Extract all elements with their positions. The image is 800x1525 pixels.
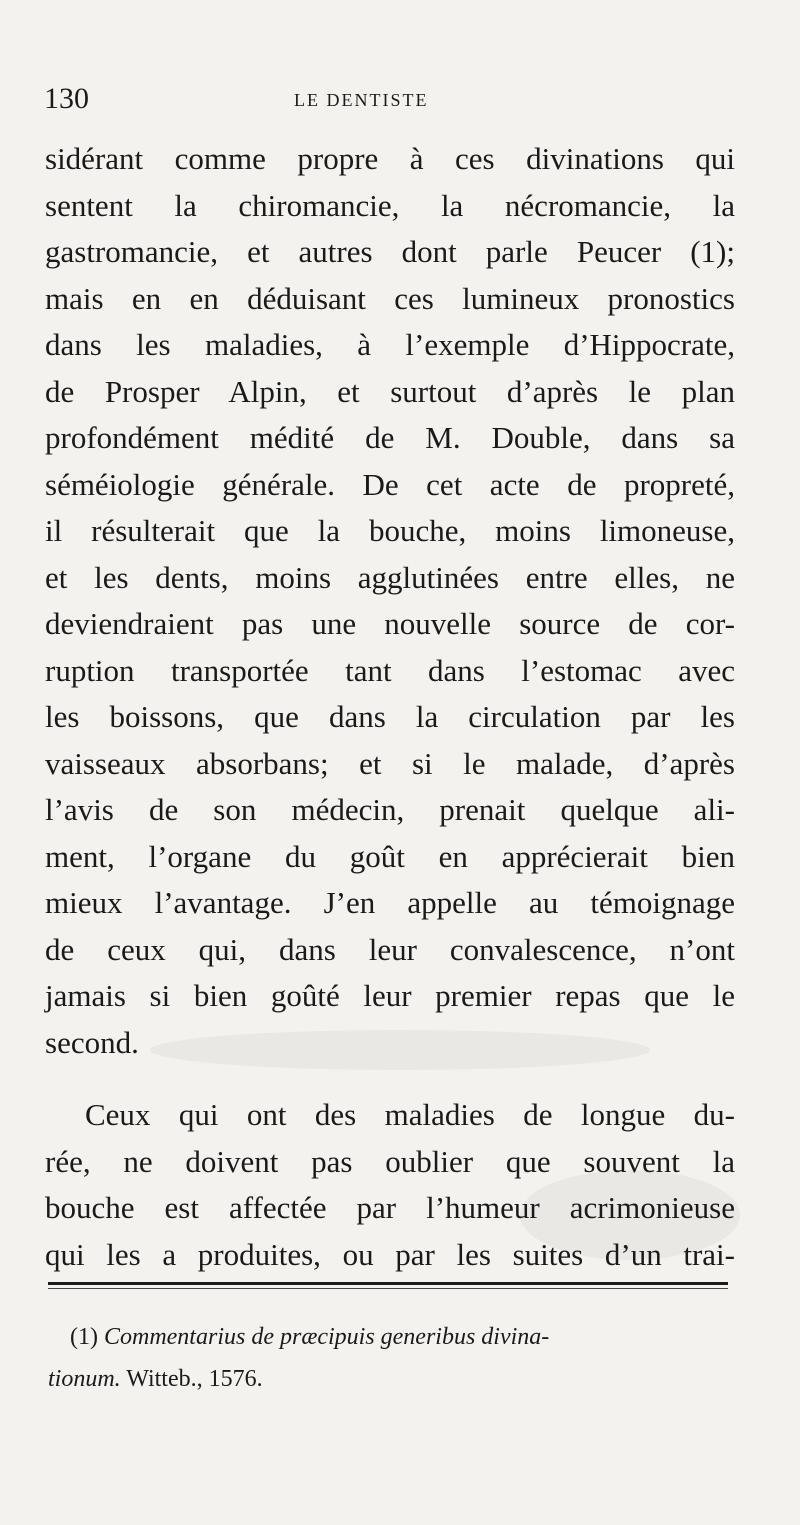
text-line: les boissons, que dans la circulation par les	[45, 699, 735, 734]
text-line: rée, ne doivent pas oublier que souvent la	[45, 1143, 735, 1179]
footnote-line-2	[48, 1358, 730, 1400]
text-line: de Prosper Alpin, et surtout d’après le plan	[45, 373, 735, 409]
text-line: il résulterait que la bouche, moins limoneuse,	[45, 513, 735, 548]
text-line: mieux l’avantage. J’en appelle au témoignage	[45, 885, 735, 920]
footnote-citation-title: Commentarius de præcipuis generibus divina-	[103, 1324, 550, 1350]
text-line: sidérant comme propre à ces divinations qui	[45, 141, 735, 176]
text-line: gastromancie, et autres dont parle Peucer (1);	[45, 234, 735, 269]
text-line: et les dents, moins agglutinées entre elles, ne	[45, 559, 735, 595]
text-line: séméiologie générale. De cet acte de propreté,	[45, 466, 735, 502]
text-line: qui les a produites, ou par les suites d’un trai-	[45, 1236, 735, 1272]
footnote	[48, 1316, 730, 1400]
text-line: profondément médité de M. Double, dans sa	[45, 420, 735, 455]
text-line: deviendraient pas une nouvelle source de cor-	[45, 606, 735, 641]
text-line: dans les maladies, à l’exemple d’Hippocrate,	[45, 327, 735, 362]
text-line: jamais si bien goûté leur premier repas que le	[45, 978, 735, 1013]
body-text	[45, 136, 735, 1278]
footnote-rule-thin	[48, 1288, 728, 1289]
text-line: bouche est affectée par l’humeur acrimonieuse	[45, 1190, 735, 1225]
footnote-rule	[48, 1282, 728, 1285]
text-line: ruption transportée tant dans l’estomac avec	[45, 652, 735, 688]
text-line: sentent la chiromancie, la nécromancie, la	[45, 187, 735, 223]
text-line: l’avis de son médecin, prenait quelque ali-	[45, 792, 735, 827]
text-line: de ceux qui, dans leur convalescence, n’ont	[45, 931, 735, 967]
text-line: ment, l’organe du goût en apprécierait bien	[45, 838, 735, 874]
footnote-publication-info: Witteb., 1576.	[126, 1366, 263, 1392]
text-line: second.	[45, 1024, 139, 1060]
footnote-marker: (1)	[70, 1324, 98, 1350]
footnote-line-1	[70, 1316, 730, 1358]
text-line: mais en en déduisant ces lumineux pronostics	[45, 280, 735, 316]
text-line: vaisseaux absorbans; et si le malade, d’après	[45, 745, 735, 781]
footnote-citation-title-end: tionum.	[48, 1366, 121, 1392]
text-line: Ceux qui ont des maladies de longue du-	[85, 1097, 735, 1132]
page-number: 130	[44, 82, 89, 115]
paragraph-gap	[45, 1066, 735, 1092]
running-title: LE DENTISTE	[294, 90, 429, 110]
running-head	[44, 82, 729, 122]
